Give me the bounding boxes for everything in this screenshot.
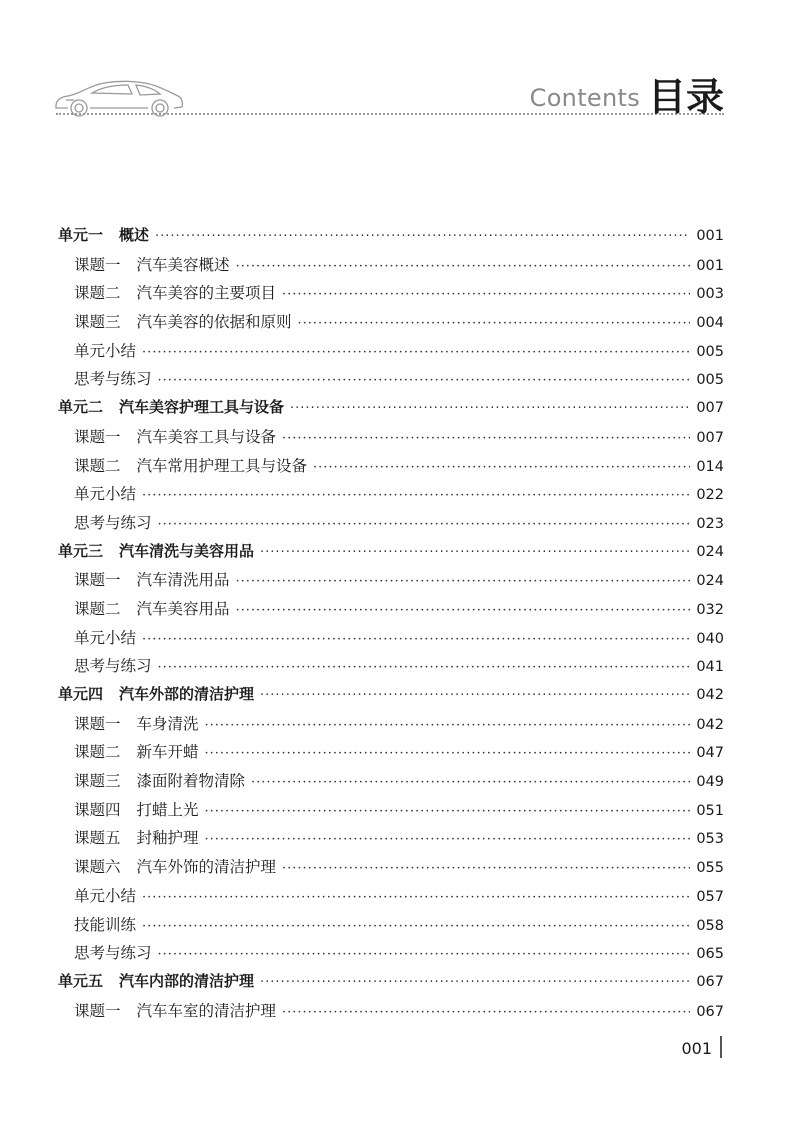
- toc-entry-page: 014: [696, 458, 724, 475]
- toc-entry-title: 汽车外饰的清洁护理: [136, 858, 277, 877]
- toc-entry-label: 单元小结: [74, 886, 137, 905]
- toc-entry-label: 单元五: [58, 971, 104, 990]
- dot-leader: [260, 545, 690, 560]
- toc-entry-title: 汽车内部的清洁护理: [119, 971, 255, 990]
- toc-entry-label: 课题一: [74, 714, 121, 733]
- contents-title-cn: 目录: [647, 75, 724, 119]
- toc-entry-title: 漆面附着物清除: [136, 772, 246, 791]
- toc-entry-page: 023: [696, 515, 724, 532]
- dot-leader: [205, 718, 691, 733]
- dot-leader: [236, 603, 691, 618]
- toc-entry-title: 汽车美容概述: [136, 255, 230, 274]
- toc-entry-title: 汽车美容护理工具与设备: [119, 398, 285, 417]
- toc-entry[interactable]: [58, 798, 724, 827]
- toc-entry[interactable]: [58, 253, 724, 282]
- toc-entry-page: 067: [696, 1003, 724, 1020]
- dot-leader: [290, 401, 690, 416]
- toc-entry-page: 005: [696, 343, 724, 360]
- toc-entry-title: 汽车清洗用品: [136, 571, 230, 590]
- toc-entry[interactable]: [58, 568, 724, 597]
- toc-entry-label: 思考与练习: [74, 657, 152, 676]
- dot-leader: [313, 460, 690, 475]
- toc-entry-page: 055: [696, 860, 724, 877]
- toc-entry-label: 单元小结: [74, 628, 137, 647]
- toc-entry-page: 049: [696, 774, 724, 791]
- dot-leader: [205, 832, 691, 847]
- toc-entry-title: 汽车清洗与美容用品: [119, 541, 255, 560]
- toc-entry-label: 课题五: [74, 829, 121, 848]
- toc-entry[interactable]: [58, 482, 724, 511]
- toc-entry-label: 课题二: [74, 743, 121, 762]
- dot-leader: [205, 746, 691, 761]
- toc-unit-entry[interactable]: [58, 396, 724, 425]
- toc-entry-label: 思考与练习: [74, 944, 152, 963]
- dot-leader: [142, 345, 690, 360]
- toc-entry-label: 单元一: [58, 226, 104, 244]
- toc-entry[interactable]: [58, 826, 724, 855]
- dot-leader: [236, 574, 691, 589]
- toc-entry-label: 单元小结: [74, 485, 137, 504]
- toc-entry[interactable]: [58, 339, 724, 368]
- toc-entry-label: 单元四: [58, 685, 104, 703]
- dot-leader: [158, 517, 691, 532]
- toc-entry-label: 课题二: [74, 599, 121, 618]
- toc-entry-title: 新车开蜡: [136, 743, 199, 762]
- toc-entry-title: 汽车车室的清洁护理: [136, 1001, 277, 1020]
- toc-entry-label: 课题一: [74, 255, 121, 274]
- toc-entry[interactable]: [58, 454, 724, 483]
- toc-entry-title: 概述: [119, 226, 150, 244]
- toc-entry-label: 课题三: [74, 772, 121, 791]
- toc-entry-page: 003: [696, 286, 724, 303]
- toc-entry-title: 汽车美容的依据和原则: [136, 313, 292, 332]
- toc-entry[interactable]: [58, 626, 724, 655]
- toc-entry[interactable]: [58, 999, 724, 1028]
- toc-entry-label: 课题一: [74, 1001, 121, 1020]
- toc-entry[interactable]: [58, 281, 724, 310]
- toc-unit-entry[interactable]: [58, 540, 724, 569]
- toc-entry-page: 067: [696, 973, 724, 990]
- dot-leader: [142, 488, 690, 503]
- toc-entry-page: 042: [696, 716, 724, 733]
- toc-entry-label: 课题二: [74, 456, 121, 475]
- toc-entry-page: 057: [696, 888, 724, 905]
- dot-leader: [142, 919, 690, 934]
- toc-entry[interactable]: [58, 425, 724, 454]
- dot-leader: [205, 804, 691, 819]
- dot-leader: [142, 890, 690, 905]
- toc-entry[interactable]: [58, 310, 724, 339]
- dot-leader: [158, 947, 691, 962]
- toc-entry-page: 007: [696, 400, 724, 417]
- dot-leader: [260, 688, 690, 703]
- page-header: [0, 0, 790, 125]
- toc-entry[interactable]: [58, 855, 724, 884]
- toc-entry-label: 课题六: [74, 858, 121, 877]
- dot-leader: [282, 1005, 690, 1020]
- toc-entry-title: 汽车常用护理工具与设备: [136, 456, 308, 475]
- dot-leader: [260, 975, 690, 990]
- toc-entry-label: 课题四: [74, 800, 121, 819]
- toc-entry-label: 课题二: [74, 284, 121, 303]
- toc-entry[interactable]: [58, 884, 724, 913]
- toc-entry[interactable]: [58, 740, 724, 769]
- toc-entry-label: 思考与练习: [74, 370, 152, 389]
- toc-entry-title: 车身清洗: [136, 714, 199, 733]
- contents-title-en: Contents: [529, 84, 640, 112]
- dot-leader: [282, 861, 690, 876]
- toc-entry-label: 单元二: [58, 398, 104, 417]
- toc-entry-page: 001: [696, 228, 724, 244]
- page-number: 001: [681, 1039, 712, 1058]
- toc-entry-title: 汽车美容工具与设备: [136, 427, 277, 446]
- toc-entry-page: 005: [696, 372, 724, 389]
- toc-entry-title: 打蜡上光: [136, 800, 199, 819]
- table-of-contents: [58, 224, 724, 1027]
- dot-leader: [158, 660, 691, 675]
- toc-entry-page: 022: [696, 487, 724, 504]
- header-divider: [56, 113, 724, 115]
- dot-leader: [251, 775, 690, 790]
- toc-entry-page: 032: [696, 601, 724, 618]
- dot-leader: [158, 373, 691, 388]
- toc-entry[interactable]: [58, 712, 724, 741]
- toc-entry-page: 004: [696, 315, 724, 332]
- toc-entry-page: 047: [696, 745, 724, 762]
- toc-entry-page: 041: [696, 659, 724, 676]
- toc-entry-page: 051: [696, 802, 724, 819]
- toc-entry-label: 技能训练: [74, 915, 137, 934]
- toc-entry[interactable]: [58, 941, 724, 970]
- toc-entry-label: 思考与练习: [74, 513, 152, 532]
- toc-entry-title: 汽车美容用品: [136, 599, 230, 618]
- dot-leader: [282, 287, 690, 302]
- dot-leader: [142, 632, 690, 647]
- toc-entry-page: 024: [696, 543, 724, 560]
- toc-entry-page: 001: [696, 257, 724, 274]
- toc-entry[interactable]: [58, 597, 724, 626]
- toc-entry-page: 053: [696, 831, 724, 848]
- toc-entry[interactable]: [58, 769, 724, 798]
- toc-entry[interactable]: [58, 913, 724, 942]
- dot-leader: [155, 229, 690, 244]
- toc-entry-title: 汽车美容的主要项目: [136, 284, 277, 303]
- toc-entry-page: 042: [696, 687, 724, 703]
- toc-entry-title: 汽车外部的清洁护理: [119, 685, 255, 703]
- toc-entry-label: 课题一: [74, 571, 121, 590]
- toc-entry-label: 课题一: [74, 427, 121, 446]
- toc-entry-page: 024: [696, 573, 724, 590]
- toc-entry-title: 封釉护理: [136, 829, 199, 848]
- toc-entry-page: 007: [696, 429, 724, 446]
- toc-entry[interactable]: [58, 367, 724, 396]
- toc-entry-page: 058: [696, 917, 724, 934]
- toc-entry[interactable]: [58, 511, 724, 540]
- dot-leader: [282, 431, 690, 446]
- dot-leader: [298, 316, 691, 331]
- toc-entry-page: 040: [696, 630, 724, 647]
- toc-entry-page: 065: [696, 946, 724, 963]
- toc-unit-entry[interactable]: [58, 970, 724, 999]
- car-outline-icon: [52, 76, 186, 118]
- toc-entry-label: 单元小结: [74, 341, 137, 360]
- dot-leader: [236, 259, 691, 274]
- toc-entry-label: 课题三: [74, 313, 121, 332]
- toc-unit-entry[interactable]: [58, 224, 724, 253]
- toc-entry-label: 单元三: [58, 541, 104, 560]
- footer-divider: [720, 1036, 722, 1058]
- toc-unit-entry[interactable]: [58, 683, 724, 712]
- toc-entry[interactable]: [58, 654, 724, 683]
